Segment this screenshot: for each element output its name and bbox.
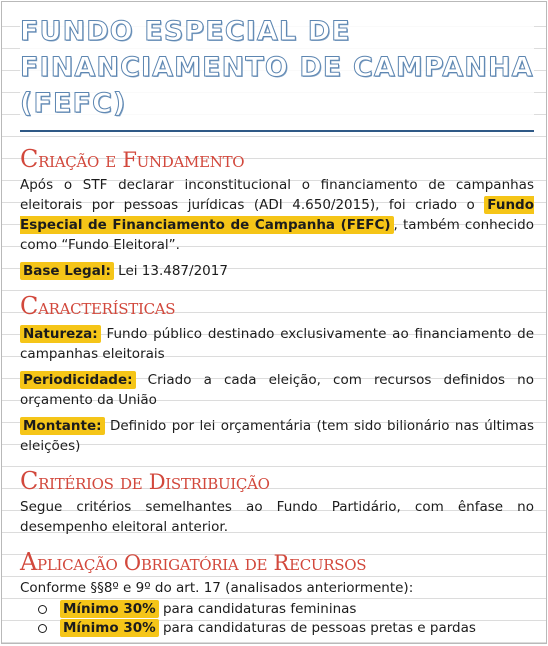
montante-label: Montante: [20,417,105,435]
list-item: Mínimo 30% para candidaturas de pessoas pretas e pardas [38,619,534,638]
criterios-paragraph: Segue critérios semelhantes ao Fundo Partidário, com ênfase no desempenho eleitoral anterior. [20,499,534,535]
section-heading-criterios: Critérios de Distribuição [20,467,270,495]
minimo-highlight: Mínimo 30% [60,600,159,618]
aplicacao-list [20,600,534,638]
section-criacao [20,144,534,281]
section-heading-caracteristicas: Características [20,292,176,320]
note-page [1,1,547,644]
montante-row [20,416,534,456]
aplicacao-intro: Conforme §§8º e 9º do art. 17 (analisados anteriormente): [20,580,414,596]
page-title: FUNDO ESPECIAL DE FINANCIAMENTO DE CAMPANHA (FEFC) [20,10,534,132]
periodicidade-value: Criado a cada eleição, com recursos definidos no orçamento da União [20,372,534,408]
montante-value: Definido por lei orçamentária (tem sido bilionário nas últimas eleições) [20,418,534,454]
section-heading-aplicacao: Aplicação Obrigatória de Recursos [20,548,367,576]
periodicidade-row [20,370,534,410]
base-legal-label: Base Legal: [20,262,114,280]
criacao-paragraph: Após o STF declarar inconstitucional o financiamento de campanhas eleitorais por pessoas jurídicas (ADI 4.650/2015), foi criado o Fundo Especial de Financiamento de Campanha (FEFC) , também conhecido como “Fundo Eleitoral”. [20,177,535,253]
natureza-row [20,324,534,364]
base-legal-value: Lei 13.487/2017 [118,263,228,279]
fefc-highlight: Fundo Especial de Financiamento de Campanha (FEFC) [20,197,534,233]
section-aplicacao [20,547,534,638]
minimo-highlight: Mínimo 30% [60,619,159,637]
section-criterios [20,466,534,537]
section-caracteristicas [20,291,534,456]
periodicidade-label: Periodicidade: [20,371,136,389]
list-item: Mínimo 30% para candidaturas femininas [38,600,534,619]
natureza-label: Natureza: [20,325,101,343]
natureza-value: Fundo público destinado exclusivamente ao financiamento de campanhas eleitorais [20,326,535,362]
section-heading-criacao: Criação e Fundamento [20,145,245,173]
base-legal-row [20,261,534,281]
